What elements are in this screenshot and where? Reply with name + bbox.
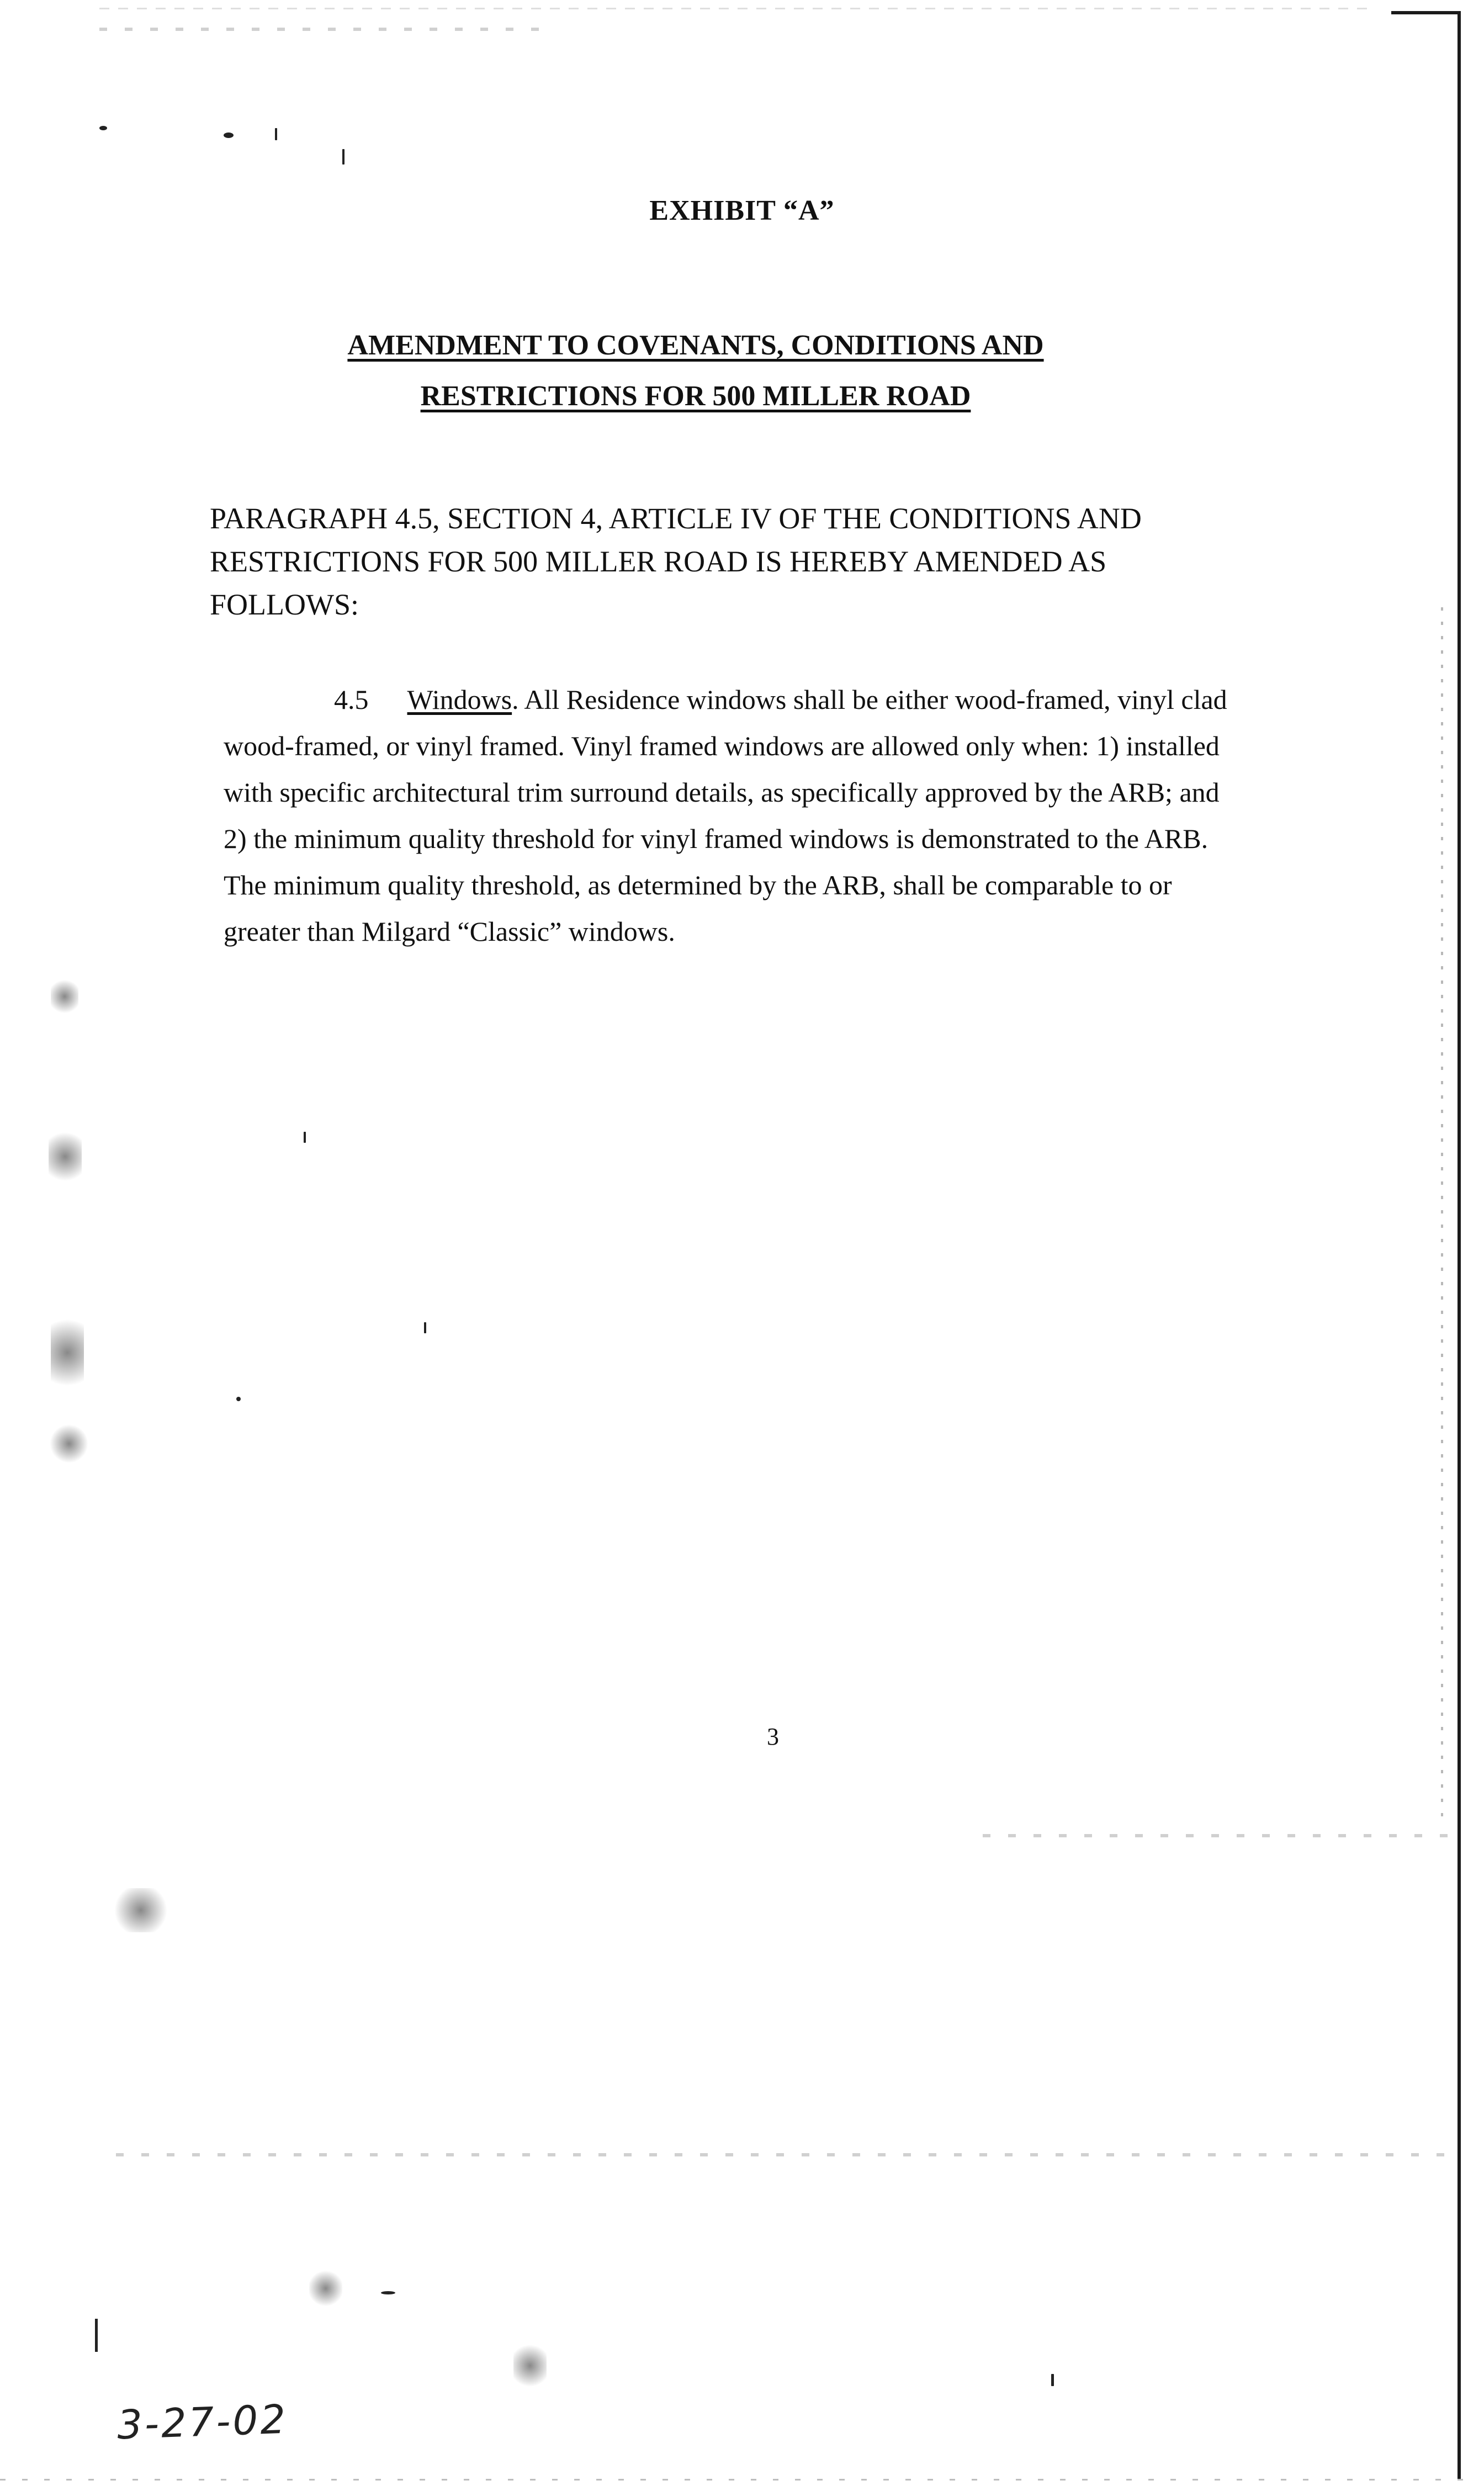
scan-edge-right: [1458, 11, 1461, 2479]
scan-speck: [304, 1132, 306, 1143]
scan-speck: [99, 126, 107, 130]
exhibit-title: EXHIBIT “A”: [649, 195, 835, 226]
scan-smudge: [51, 1308, 84, 1397]
scan-band: [116, 2153, 1452, 2156]
scan-smudge: [49, 1126, 82, 1187]
scan-band: [99, 28, 552, 31]
scan-smudge: [513, 2341, 547, 2391]
handwritten-date: 3-27-02: [116, 2395, 289, 2448]
intro-paragraph: PARAGRAPH 4.5, SECTION 4, ARTICLE IV OF THE CONDITIONS AND RESTRICTIONS FOR 500 MILLER ROAD IS HEREBY AMENDED AS FOLLOWS:: [210, 502, 1142, 621]
section-number: 4.5: [334, 684, 369, 715]
scan-speck: [275, 128, 277, 140]
scan-smudge: [51, 977, 78, 1016]
scan-edge-right-dots: [1441, 607, 1443, 1822]
scan-speck: [1051, 2374, 1054, 2386]
amendment-title-line-1: AMENDMENT TO COVENANTS, CONDITIONS AND: [347, 330, 1044, 361]
scan-edge-top: [99, 8, 1369, 9]
scan-edge-right-top: [1391, 11, 1461, 14]
scan-edge-bottom: [0, 2479, 1463, 2481]
scan-smudge: [50, 1424, 88, 1463]
scan-speck: [381, 2291, 395, 2294]
amendment-title: [309, 320, 1082, 422]
scan-speck: [224, 132, 234, 138]
section-paragraph: [224, 676, 1234, 955]
scan-speck: [342, 149, 344, 165]
scan-band: [983, 1834, 1458, 1837]
scan-smudge: [110, 1888, 171, 1932]
section-heading: Windows: [407, 684, 512, 715]
page-number: 3: [767, 1723, 779, 1750]
scan-hand-mark: [95, 2319, 98, 2352]
section-text: . All Residence windows shall be either wood-framed, vinyl clad wood-framed, or vinyl framed. Vinyl framed windows are allowed only when: 1) installed with specific architectural trim surround details, as specifically approved by the ARB; and 2) the minimum quality threshold for vinyl framed windows is demonstrated to the ARB. The minimum quality threshold, as determined by the ARB, shall be comparable to or greater than Milgard “Classic” windows.: [224, 684, 1227, 947]
amendment-title-line-2: RESTRICTIONS FOR 500 MILLER ROAD: [420, 380, 971, 412]
scan-smudge: [309, 2269, 342, 2308]
scan-speck: [424, 1322, 426, 1333]
scan-speck: [236, 1397, 241, 1401]
